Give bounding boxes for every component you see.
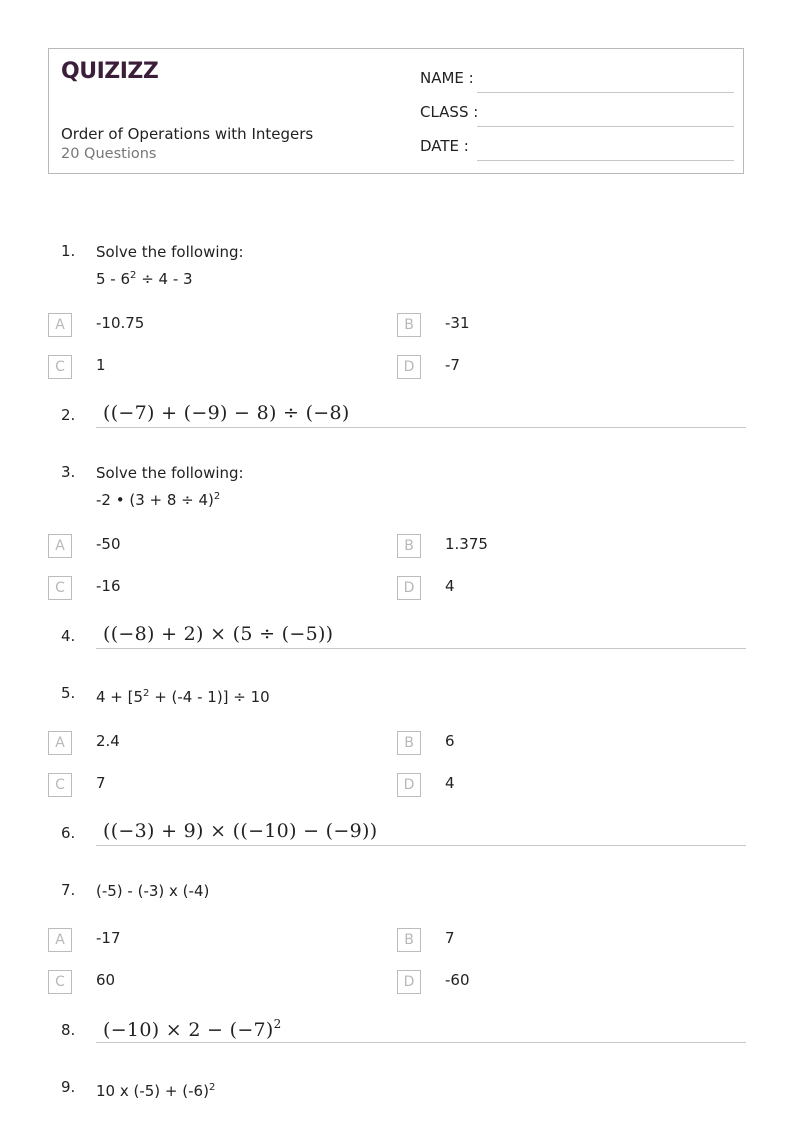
question-number: 2. [61,406,76,424]
question-expression: $5 - 6^2 \div 4 - 3$ [96,270,193,288]
option-value: -60 [445,971,470,989]
option-value: 7 [445,929,455,947]
option-letter-box: D [397,970,421,994]
option-value: 1.375 [445,535,488,553]
option-letter-box: B [397,731,421,755]
question-count: 20 Questions [61,146,157,162]
option-letter-box: A [48,928,72,952]
question-number: 5. [61,684,76,702]
question-number: 8. [61,1021,76,1039]
worksheet-title: Order of Operations with Integers [61,125,314,143]
option-value: -31 [445,314,470,332]
option-letter-box: B [397,534,421,558]
option-value: -50 [96,535,121,553]
date-line[interactable] [477,160,734,161]
option-letter-box: C [48,355,72,379]
class-line[interactable] [477,126,734,127]
question-math-expression: ((−8) + 2) × (5 ÷ (−5)) [103,623,334,645]
question-expression: -2 • $(3 + 8 \div 4)^2$ [96,491,221,509]
answer-line[interactable] [96,1042,746,1043]
quizizz-logo: QUIZIZZ [61,59,159,84]
question-prompt: Solve the following: [96,243,244,261]
option-letter-box: D [397,355,421,379]
option-letter-box: B [397,313,421,337]
option-value: -17 [96,929,121,947]
answer-line[interactable] [96,427,746,428]
option-value: 4 [445,577,455,595]
answer-line[interactable] [96,648,746,649]
date-label: DATE : [420,137,469,155]
option-value: 6 [445,732,455,750]
question-math-expression: ((−7) + (−9) − 8) ÷ (−8) [103,402,350,424]
option-letter-box: D [397,576,421,600]
answer-line[interactable] [96,845,746,846]
name-field[interactable] [420,69,734,91]
question-math-expression: ((−3) + 9) × ((−10) − (−9)) [103,820,378,842]
question-expression: $4 + [5^2 + (-4 - 1)] \div 10$ [96,688,270,706]
option-letter-box: D [397,773,421,797]
class-label: CLASS : [420,103,479,121]
name-label: NAME : [420,69,474,87]
question-number: 9. [61,1078,76,1096]
option-value: 1 [96,356,106,374]
option-letter-box: C [48,576,72,600]
question-math-expression: $(-10) \times 2 - (-7)^2$ [103,1017,282,1041]
class-field[interactable] [420,103,734,125]
option-letter-box: A [48,534,72,558]
option-value: 4 [445,774,455,792]
question-prompt: Solve the following: [96,464,244,482]
option-letter-box: C [48,773,72,797]
question-number: 3. [61,463,76,481]
option-letter-box: B [397,928,421,952]
question-number: 1. [61,242,76,260]
option-value: 60 [96,971,116,989]
option-letter-box: C [48,970,72,994]
option-letter-box: A [48,731,72,755]
option-value: 7 [96,774,106,792]
option-letter-box: A [48,313,72,337]
question-expression: (-5) - (-3) x (-4) [96,882,210,900]
option-value: 2.4 [96,732,120,750]
option-value: -7 [445,356,460,374]
name-line[interactable] [477,92,734,93]
question-number: 7. [61,881,76,899]
question-expression: 10 x $(-5) + (-6)^2$ [96,1082,216,1100]
date-field[interactable] [420,137,734,159]
worksheet-header [48,48,744,174]
option-value: -10.75 [96,314,145,332]
option-value: -16 [96,577,121,595]
question-number: 6. [61,824,76,842]
question-number: 4. [61,627,76,645]
